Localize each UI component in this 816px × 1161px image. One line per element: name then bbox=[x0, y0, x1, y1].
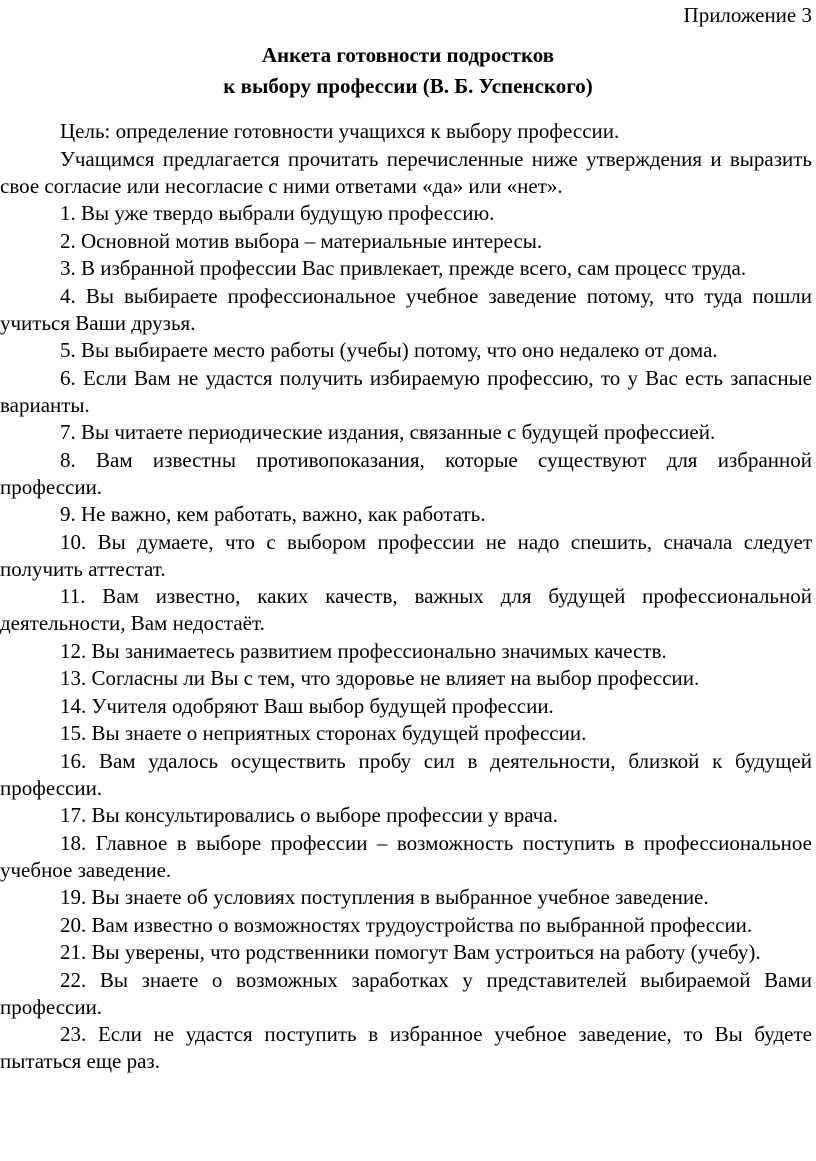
question-item: 17. Вы консультировались о выборе профессии у врача. bbox=[60, 803, 558, 827]
question-item: 8. Вам известны противопоказания, которые существуют для избранной профессии. bbox=[0, 447, 812, 499]
question-item: 5. Вы выбираете место работы (учебы) потому, что оно недалеко от дома. bbox=[60, 338, 718, 362]
question-item: 15. Вы знаете о неприятных сторонах будущей профессии. bbox=[60, 721, 587, 745]
question-item: 22. Вы знаете о возможных заработках у представителей выбираемой Вами профессии. bbox=[0, 967, 812, 1019]
question-item: 23. Если не удастся поступить в избранное учебное заведение, то Вы будете пытаться еще раз. bbox=[0, 1022, 812, 1073]
document-title bbox=[0, 40, 816, 102]
instruction-paragraph: Учащимся предлагается прочитать перечисленные ниже утверждения и выразить свое согласие или несогласие с ними ответами «да» или «нет». bbox=[0, 146, 812, 198]
title-line-2: к выбору профессии (В. Б. Успенского) bbox=[223, 74, 593, 98]
question-item: 11. Вам известно, каких качеств, важных для будущей профессиональной деятельности, Вам недостаёт. bbox=[0, 584, 812, 635]
question-item: 14. Учителя одобряют Ваш выбор будущей профессии. bbox=[60, 693, 554, 718]
document-body bbox=[0, 118, 812, 1076]
question-item: 18. Главное в выборе профессии – возможность поступить в профессиональное учебное заведение. bbox=[0, 830, 812, 882]
question-item: 13. Согласны ли Вы с тем, что здоровье не влияет на выбор профессии. bbox=[60, 666, 700, 690]
question-item: 6. Если Вам не удастся получить избираемую профессию, то у Вас есть запасные варианты. bbox=[0, 365, 812, 417]
question-item: 21. Вы уверены, что родственники помогут Вам устроиться на работу (учебу). bbox=[60, 940, 761, 964]
question-item: 2. Основной мотив выбора – материальные интересы. bbox=[60, 228, 543, 253]
question-item: 12. Вы занимаетесь развитием профессионально значимых качеств. bbox=[60, 638, 667, 663]
question-item: 7. Вы читаете периодические издания, связанные с будущей профессией. bbox=[60, 420, 716, 444]
question-item: 4. Вы выбираете профессиональное учебное заведение потому, что туда пошли учиться Ваши друзья. bbox=[0, 283, 812, 335]
question-item: 19. Вы знаете об условиях поступления в выбранное учебное заведение. bbox=[60, 885, 709, 909]
question-item: 3. В избранной профессии Вас привлекает, прежде всего, сам процесс труда. bbox=[60, 256, 747, 280]
question-item: 9. Не важно, кем работать, важно, как работать. bbox=[60, 502, 486, 526]
question-item: 1. Вы уже твердо выбрали будущую профессию. bbox=[60, 201, 495, 225]
title-line-1: Анкета готовности подростков bbox=[261, 43, 555, 67]
question-item: 20. Вам известно о возможностях трудоустройства по выбранной профессии. bbox=[60, 912, 753, 937]
appendix-label: Приложение 3 bbox=[683, 3, 812, 27]
goal-paragraph: Цель: определение готовности учащихся к выбору профессии. bbox=[60, 119, 620, 143]
question-item: 10. Вы думаете, что с выбором профессии не надо спешить, сначала следует получить аттестат. bbox=[0, 529, 812, 581]
question-item: 16. Вам удалось осуществить пробу сил в деятельности, близкой к будущей профессии. bbox=[0, 748, 812, 800]
